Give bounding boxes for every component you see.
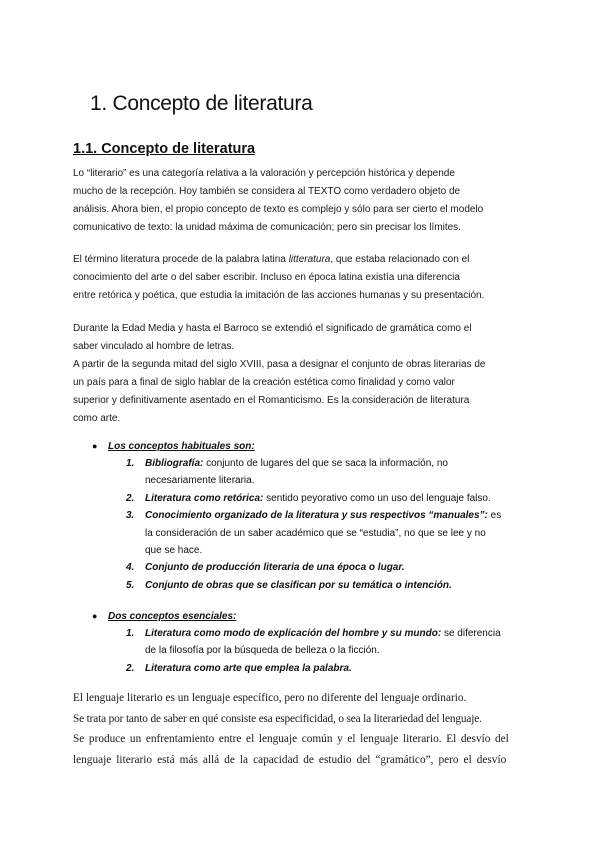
section-title: 1.1. Concepto de literatura [73, 141, 256, 157]
bullet-heading-habituales: ● Los conceptos habituales son: [92, 437, 255, 456]
text-line: un país para a final de siglo hablar de la creación estética como finalidad y como valor [73, 377, 455, 388]
bullet-icon: ● [92, 441, 98, 451]
list-item: 2. Literatura como retórica: sentido peyorativo como un uso del lenguaje falso. [126, 492, 491, 504]
closing-paragraph [73, 688, 528, 770]
text-line: entre retórica y poética, que estudia la imitación de las acciones humanas y su presentación. [73, 290, 485, 301]
text-line: Lo “literario” es una categoría relativa a la valoración y percepción histórica y depende [73, 168, 455, 179]
paragraph-2 [73, 251, 528, 305]
ordered-list-habituales [0, 455, 501, 594]
list-item: 5. Conjunto de obras que se clasifican por su temática o intención. [126, 579, 452, 591]
paragraph-3 [73, 320, 528, 428]
list-item: 2. Literatura como arte que emplea la palabra. [126, 662, 352, 674]
bullet-icon: ● [92, 611, 98, 621]
text-line: saber vinculado al hombre de letras. [73, 341, 235, 352]
text-line: superior y definitivamente asentado en el Romanticismo. Es la consideración de literatura [73, 395, 470, 406]
list-item: 1. Bibliografía: conjunto de lugares del que se saca la información, no necesariamente literaria. [126, 458, 448, 487]
text-line: análisis. Ahora bien, el propio concepto de texto es complejo y sólo para ser cierto el modelo [73, 204, 484, 215]
bullet-heading-esenciales: ● Dos conceptos esenciales: [92, 607, 236, 626]
paragraph-1 [73, 165, 528, 237]
text-line: El término literatura procede de la palabra latina litteratura, que estaba relacionado con el [73, 254, 470, 265]
text-line: mucho de la recepción. Hoy también se considera al TEXTO como verdadero objeto de [73, 186, 461, 197]
text-line: comunicativo de texto: la unidad máxima de comunicación; pero sin precisar los límites. [73, 222, 461, 233]
text-line: como arte. [73, 413, 121, 424]
ordered-list-esenciales [0, 625, 501, 677]
text-line: A partir de la segunda mitad del siglo XVIII, pasa a designar el conjunto de obras literarias de [73, 359, 486, 370]
text-line: lenguaje literario está más allá de la capacidad de estudio del “gramático”, pero el desvío [73, 753, 507, 766]
text-line: conocimiento del arte o del saber escribir. Incluso en época latina existía una diferencia [73, 272, 460, 283]
text-line: Se produce un enfrentamiento entre el lenguaje común y el lenguaje literario. El desvío del [73, 733, 509, 745]
text-line: El lenguaje literario es un lenguaje específico, pero no diferente del lenguaje ordinario. [73, 692, 467, 704]
list-item: 3. Conocimiento organizado de la literatura y sus respectivos “manuales”: es la consideración de un saber académico que se “estudia”, no que se lee y no que se hace. [126, 510, 502, 557]
page-title: 1. Concepto de literatura [90, 92, 313, 115]
list-item: 4. Conjunto de producción literaria de una época o lugar. [126, 562, 405, 574]
text-line: Durante la Edad Media y hasta el Barroco se extendió el significado de gramática como el [73, 323, 472, 334]
list-item: 1. Literatura como modo de explicación del hombre y su mundo: se diferencia de la filosofía por la búsqueda de belleza o la ficción. [126, 628, 501, 657]
text-line: Se trata por tanto de saber en qué consiste esa especificidad, o sea la literariedad del lenguaje. [73, 712, 482, 725]
